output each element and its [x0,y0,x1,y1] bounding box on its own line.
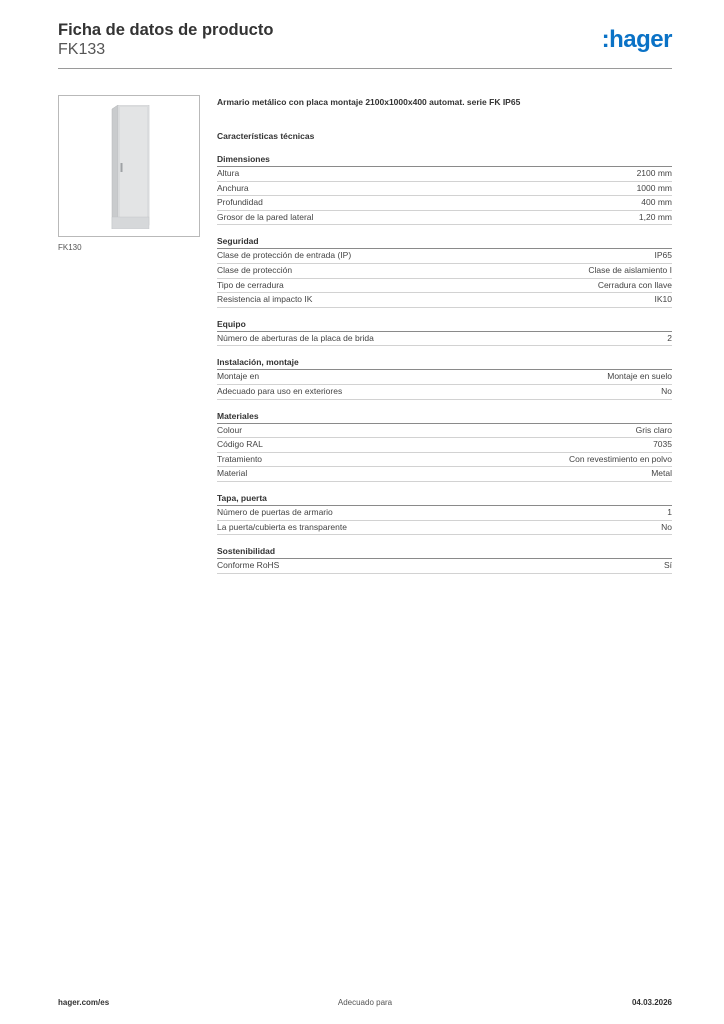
spec-row [217,424,672,439]
spec-label: Adecuado para uso en exteriores [217,385,343,396]
spec-label: Número de puertas de armario [217,506,333,517]
spec-row [217,506,672,521]
spec-row [217,211,672,226]
spec-row [217,332,672,347]
product-code: FK133 [58,41,106,58]
spec-content [217,95,672,574]
spec-section [217,410,672,482]
spec-section [217,235,672,307]
spec-value: Cerradura con llave [597,279,672,290]
logo-text: hager [609,26,672,53]
section-title: Materiales [217,410,672,424]
header-divider [58,68,672,69]
spec-label: Tratamiento [217,453,263,464]
page-title: Ficha de datos de producto [58,21,274,39]
spec-row [217,467,672,482]
spec-value: 1000 mm [636,182,672,193]
spec-row [217,279,672,294]
section-title: Tapa, puerta [217,492,672,506]
spec-section [217,318,672,347]
spec-label: La puerta/cubierta es transparente [217,521,347,532]
spec-value: 2 [667,332,672,343]
spec-value: Metal [651,468,672,479]
spec-row [217,167,672,182]
section-title: Equipo [217,318,672,332]
spec-section [217,356,672,399]
logo-dots-icon: : [601,26,610,53]
spec-row [217,453,672,468]
section-title: Seguridad [217,235,672,249]
footer-date: 04.03.2026 [631,998,672,1007]
spec-label: Código RAL [217,439,263,450]
spec-label: Clase de protección de entrada (IP) [217,250,352,261]
spec-row [217,249,672,264]
product-description: Armario metálico con placa montaje 2100x1000x400 automat. serie FK IP65 [217,97,521,107]
spec-value: Con revestimiento en polvo [568,453,672,464]
spec-value: 1 [667,506,672,517]
spec-value: No [661,521,672,532]
spec-label: Anchura [217,182,249,193]
spec-value: 7035 [653,439,672,450]
product-image [58,95,200,237]
spec-value: IP65 [654,250,672,261]
spec-value: Gris claro [635,424,672,435]
spec-label: Grosor de la pared lateral [217,211,314,222]
spec-sections [217,153,672,574]
spec-row [217,196,672,211]
page-footer [58,998,672,1010]
footer-center-text: Adecuado para [337,998,393,1007]
spec-label: Colour [217,424,243,435]
spec-label: Profundidad [217,197,263,208]
spec-row [217,370,672,385]
spec-label: Conforme RoHS [217,560,280,571]
section-title: Instalación, montaje [217,356,672,370]
spec-value: 1,20 mm [638,211,672,222]
spec-value: 2100 mm [636,168,672,178]
spec-label: Clase de protección [217,264,293,275]
spec-value: Montaje en suelo [607,371,672,382]
image-caption: FK130 [58,243,82,252]
spec-row [217,385,672,400]
spec-value: IK10 [654,294,672,305]
spec-row [217,264,672,279]
spec-value: 400 mm [641,197,672,208]
spec-section [217,153,672,225]
spec-row [217,438,672,453]
spec-row [217,182,672,197]
spec-label: Montaje en [217,371,260,382]
cabinet-image-icon [110,105,150,229]
spec-label: Tipo de cerradura [217,279,284,290]
section-title: Dimensiones [217,153,672,167]
section-title: Sostenibilidad [217,545,672,559]
spec-row [217,293,672,308]
spec-label: Altura [217,168,240,178]
spec-row [217,559,672,574]
page-header [58,20,672,60]
spec-label: Material [217,468,248,479]
spec-section [217,545,672,574]
spec-value: Clase de aislamiento I [588,264,672,275]
spec-label: Resistencia al impacto IK [217,294,313,305]
spec-label: Número de aberturas de la placa de brida [217,332,374,343]
footer-website: hager.com/es [58,998,110,1007]
spec-section [217,492,672,535]
hager-logo [602,26,672,54]
spec-heading: Características técnicas [217,131,315,141]
spec-value: Sí [663,560,672,571]
spec-value: No [661,385,672,396]
spec-row [217,521,672,536]
